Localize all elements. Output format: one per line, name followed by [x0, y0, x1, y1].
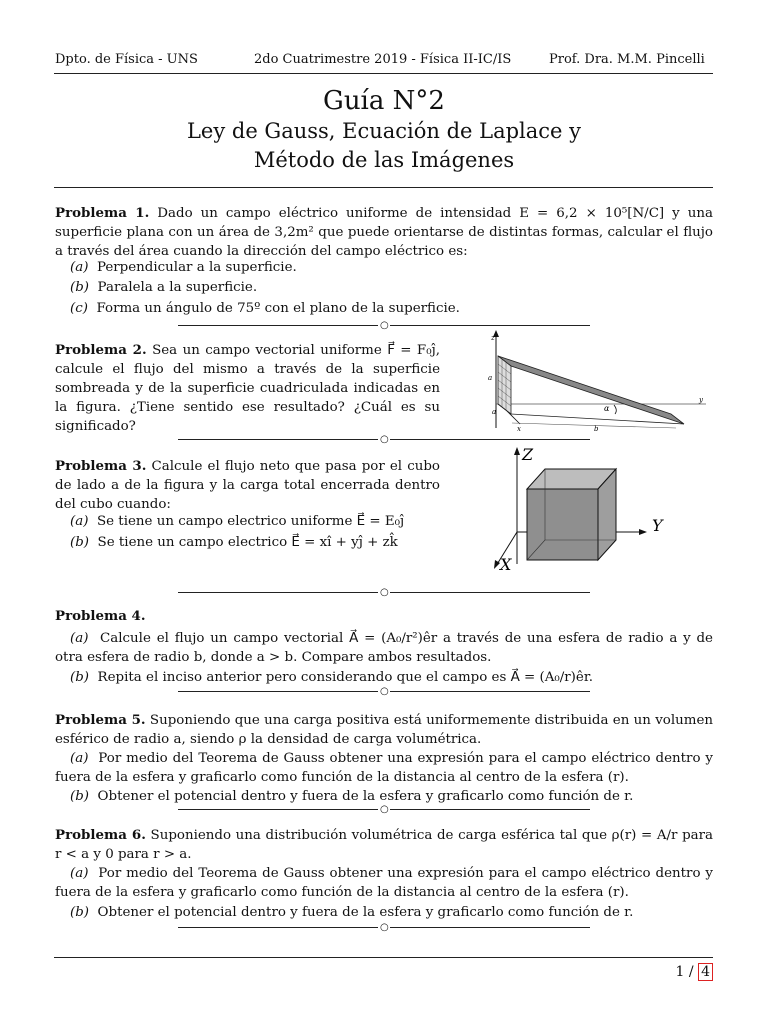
header-professor: Prof. Dra. M.M. Pincelli — [549, 52, 705, 67]
page-divider: / — [688, 964, 694, 980]
problem-2-label: Problema 2. — [55, 342, 147, 358]
footer-rule — [54, 957, 713, 958]
problem-4-item-a: (a) Calcule el flujo un campo vectorial A⃗ = (A₀/r²)êr a través de una esfera de radio a y de otra esfera de radio b, donde a > b. Compare ambos resultados. — [55, 631, 713, 665]
page-title: Guía N°2 — [323, 86, 445, 116]
figure-a-label-top: a — [488, 374, 493, 382]
problem-5-item-a: (a) Por medio del Teorema de Gauss obtener una expresión para el campo eléctrico dentro y fuera de la esfera y graficarlo como función de la distancia al centro de la esfera (r). — [55, 751, 713, 785]
problem-2 — [55, 341, 440, 436]
problem-6-text: Suponiendo una distribución volumétrica de carga esférica tal que ρ(r) = A/r para r < a y 0 para r > a. — [55, 828, 714, 862]
problem-2-figure — [486, 328, 714, 432]
problem-1-item-c: (c) Forma un ángulo de 75º con el plano de la superficie. — [70, 301, 460, 316]
problem-6-item-b: (b) Obtener el potencial dentro y fuera de la esfera y graficarlo como función de r. — [70, 905, 634, 920]
cube-y-label: Y — [652, 516, 663, 535]
cube-x-label: X — [500, 555, 512, 574]
problem-1-text: Dado un campo eléctrico uniforme de intensidad E = 6,2 × 10⁵[N/C] y una superficie plana con un área de 3,2m² que puede orientarse de distintas formas, calcular el flujo a través del área cuando la dirección del campo eléctrico es: — [55, 206, 713, 259]
problem-4-item-b: (b) Repita el inciso anterior pero considerando que el campo es A⃗ = (A₀/r)êr. — [70, 670, 594, 685]
problem-3-label: Problema 3. — [55, 458, 147, 474]
separator: ○ — [178, 686, 590, 698]
problem-5-text: Suponiendo que una carga positiva está uniformemente distribuida en un volumen esférico de radio a, siendo ρ la densidad de carga volumétrica. — [55, 713, 713, 747]
cube-front-face — [527, 489, 598, 560]
figure-alpha-label: α — [604, 404, 610, 413]
shaded-surface — [498, 356, 684, 424]
figure-y-label: y — [699, 396, 703, 404]
problem-6-item-a: (a) Por medio del Teorema de Gauss obtener una expresión para el campo eléctrico dentro y fuera de la esfera y graficarlo como función de la distancia al centro de la esfera (r). — [55, 866, 713, 900]
problem-3-text: Calcule el flujo neto que pasa por el cubo de lado a de la figura y la carga total encerrada dentro del cubo cuando: — [55, 459, 440, 512]
problem-3-item-a: (a) Se tiene un campo electrico uniforme E⃗ = E₀ĵ — [70, 514, 405, 529]
separator: ○ — [178, 587, 590, 599]
figure-b-label: b — [594, 425, 599, 432]
problem-5-item-b: (b) Obtener el potencial dentro y fuera de la esfera y graficarlo como función de r. — [70, 789, 634, 804]
separator: ○ — [178, 922, 590, 934]
cube-z-label: Z — [522, 445, 534, 464]
problem-3-cube-figure — [484, 444, 674, 574]
page-current: 1 — [675, 964, 685, 980]
problem-1-item-b: (b) Paralela a la superficie. — [70, 280, 258, 295]
figure-x-label: x — [517, 425, 521, 432]
page-number — [676, 964, 713, 980]
page-subtitle-line2: Método de las Imágenes — [253, 148, 515, 172]
header-department: Dpto. de Física - UNS — [55, 52, 198, 67]
problem-6 — [55, 826, 713, 864]
figure-z-label: z — [491, 334, 495, 342]
problem-5 — [55, 711, 713, 749]
problem-5-label: Problema 5. — [55, 712, 146, 728]
separator: ○ — [178, 804, 590, 816]
header-course: 2do Cuatrimestre 2019 - Física II-IC/IS — [254, 52, 512, 67]
problem-6-label: Problema 6. — [55, 827, 146, 843]
separator: ○ — [178, 320, 590, 332]
title-rule — [54, 187, 713, 188]
problem-2-text: Sea un campo vectorial uniforme F⃗ = F₀ĵ, calcule el flujo del mismo a través de la superficie sombreada y de la superficie cuadriculada indicadas en la figura. ¿Tiene sentido ese resultado? ¿Cuál es su significado? — [55, 343, 440, 434]
page-total-link[interactable]: 4 — [698, 963, 713, 981]
problem-1-item-a: (a) Perpendicular a la superficie. — [70, 260, 297, 275]
header-rule — [54, 73, 713, 74]
page-subtitle-line1: Ley de Gauss, Ecuación de Laplace y — [186, 119, 582, 143]
problem-3 — [55, 457, 440, 514]
problem-3-item-b: (b) Se tiene un campo electrico E⃗ = xî + yĵ + zk̂ — [70, 535, 398, 550]
problem-4-label: Problema 4. — [55, 608, 146, 624]
problem-1 — [55, 204, 713, 261]
figure-a-label-bottom: a — [492, 408, 497, 416]
separator: ○ — [178, 434, 590, 446]
problem-1-label: Problema 1. — [55, 205, 150, 221]
